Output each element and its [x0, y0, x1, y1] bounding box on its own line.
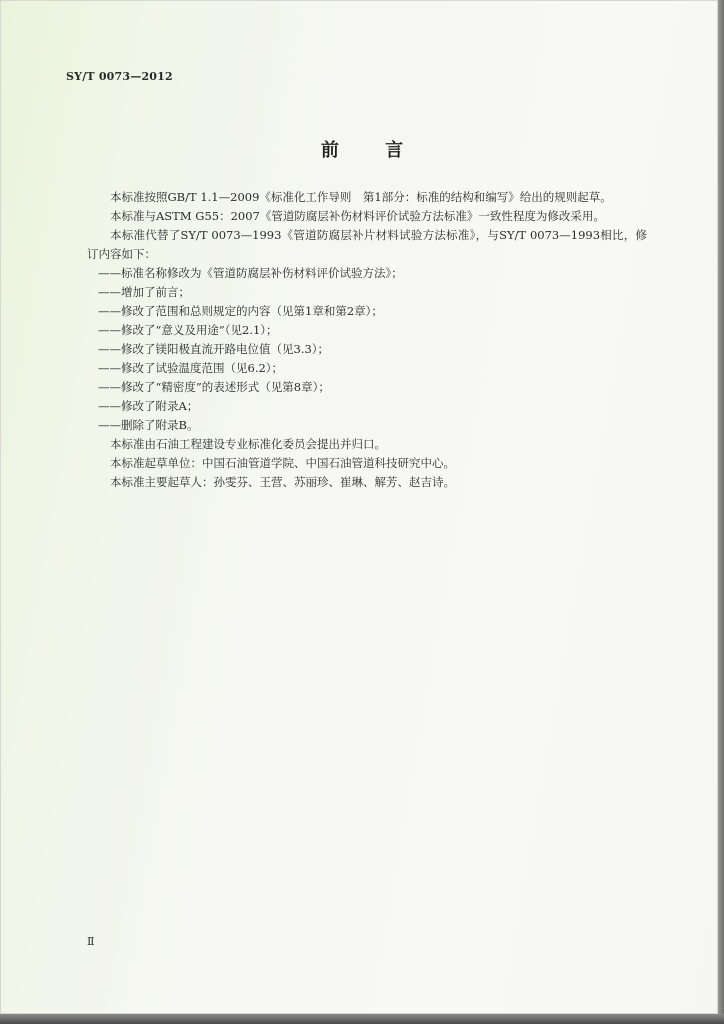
- paragraph-replacement: 本标准代替了SY/T 0073—1993《管道防腐层补片材料试验方法标准》，与SY/T 0073—1993相比，修订内容如下：: [87, 228, 647, 261]
- change-item: ——增加了前言；: [98, 285, 190, 299]
- change-item: ——修改了附录A；: [98, 399, 199, 413]
- page-number: Ⅱ: [87, 935, 95, 948]
- foreword-body: [87, 188, 647, 492]
- paragraph-adoption: 本标准与ASTM G55：2007《管道防腐层补伤材料评价试验方法标准》一致性程度为修改采用。: [110, 209, 605, 223]
- change-item: ——标准名称修改为《管道防腐层补伤材料评价试验方法》；: [98, 266, 403, 280]
- standard-code: SY/T 0073—2012: [66, 70, 173, 83]
- change-item: ——删除了附录B。: [98, 418, 199, 432]
- change-item: ——修改了镁阳极直流开路电位值（见3.3）；: [98, 342, 330, 356]
- paragraph-drafting-units: 本标准起草单位：中国石油管道学院、中国石油管道科技研究中心。: [110, 456, 455, 470]
- paragraph-drafters: 本标准主要起草人：孙雯芬、王营、苏丽珍、崔琳、解芳、赵吉诗。: [110, 475, 455, 489]
- paragraph-proposer: 本标准由石油工程建设专业标准化委员会提出并归口。: [110, 437, 386, 451]
- change-item: ——修改了“意义及用途”（见2.1）；: [98, 323, 278, 337]
- page-title: 前 言: [320, 140, 424, 161]
- change-item: ——修改了试验温度范围（见6.2）；: [98, 361, 284, 375]
- scan-edge-right: [718, 0, 724, 1024]
- change-item: ——修改了范围和总则规定的内容（见第1章和第2章）；: [98, 304, 383, 318]
- scan-edge-bottom: [0, 1014, 724, 1024]
- change-item: ——修改了“精密度”的表述形式（见第8章）；: [98, 380, 330, 394]
- paragraph-drafting-rule: 本标准按照GB/T 1.1—2009《标准化工作导则 第1部分：标准的结构和编写》给出的规则起草。: [110, 190, 612, 204]
